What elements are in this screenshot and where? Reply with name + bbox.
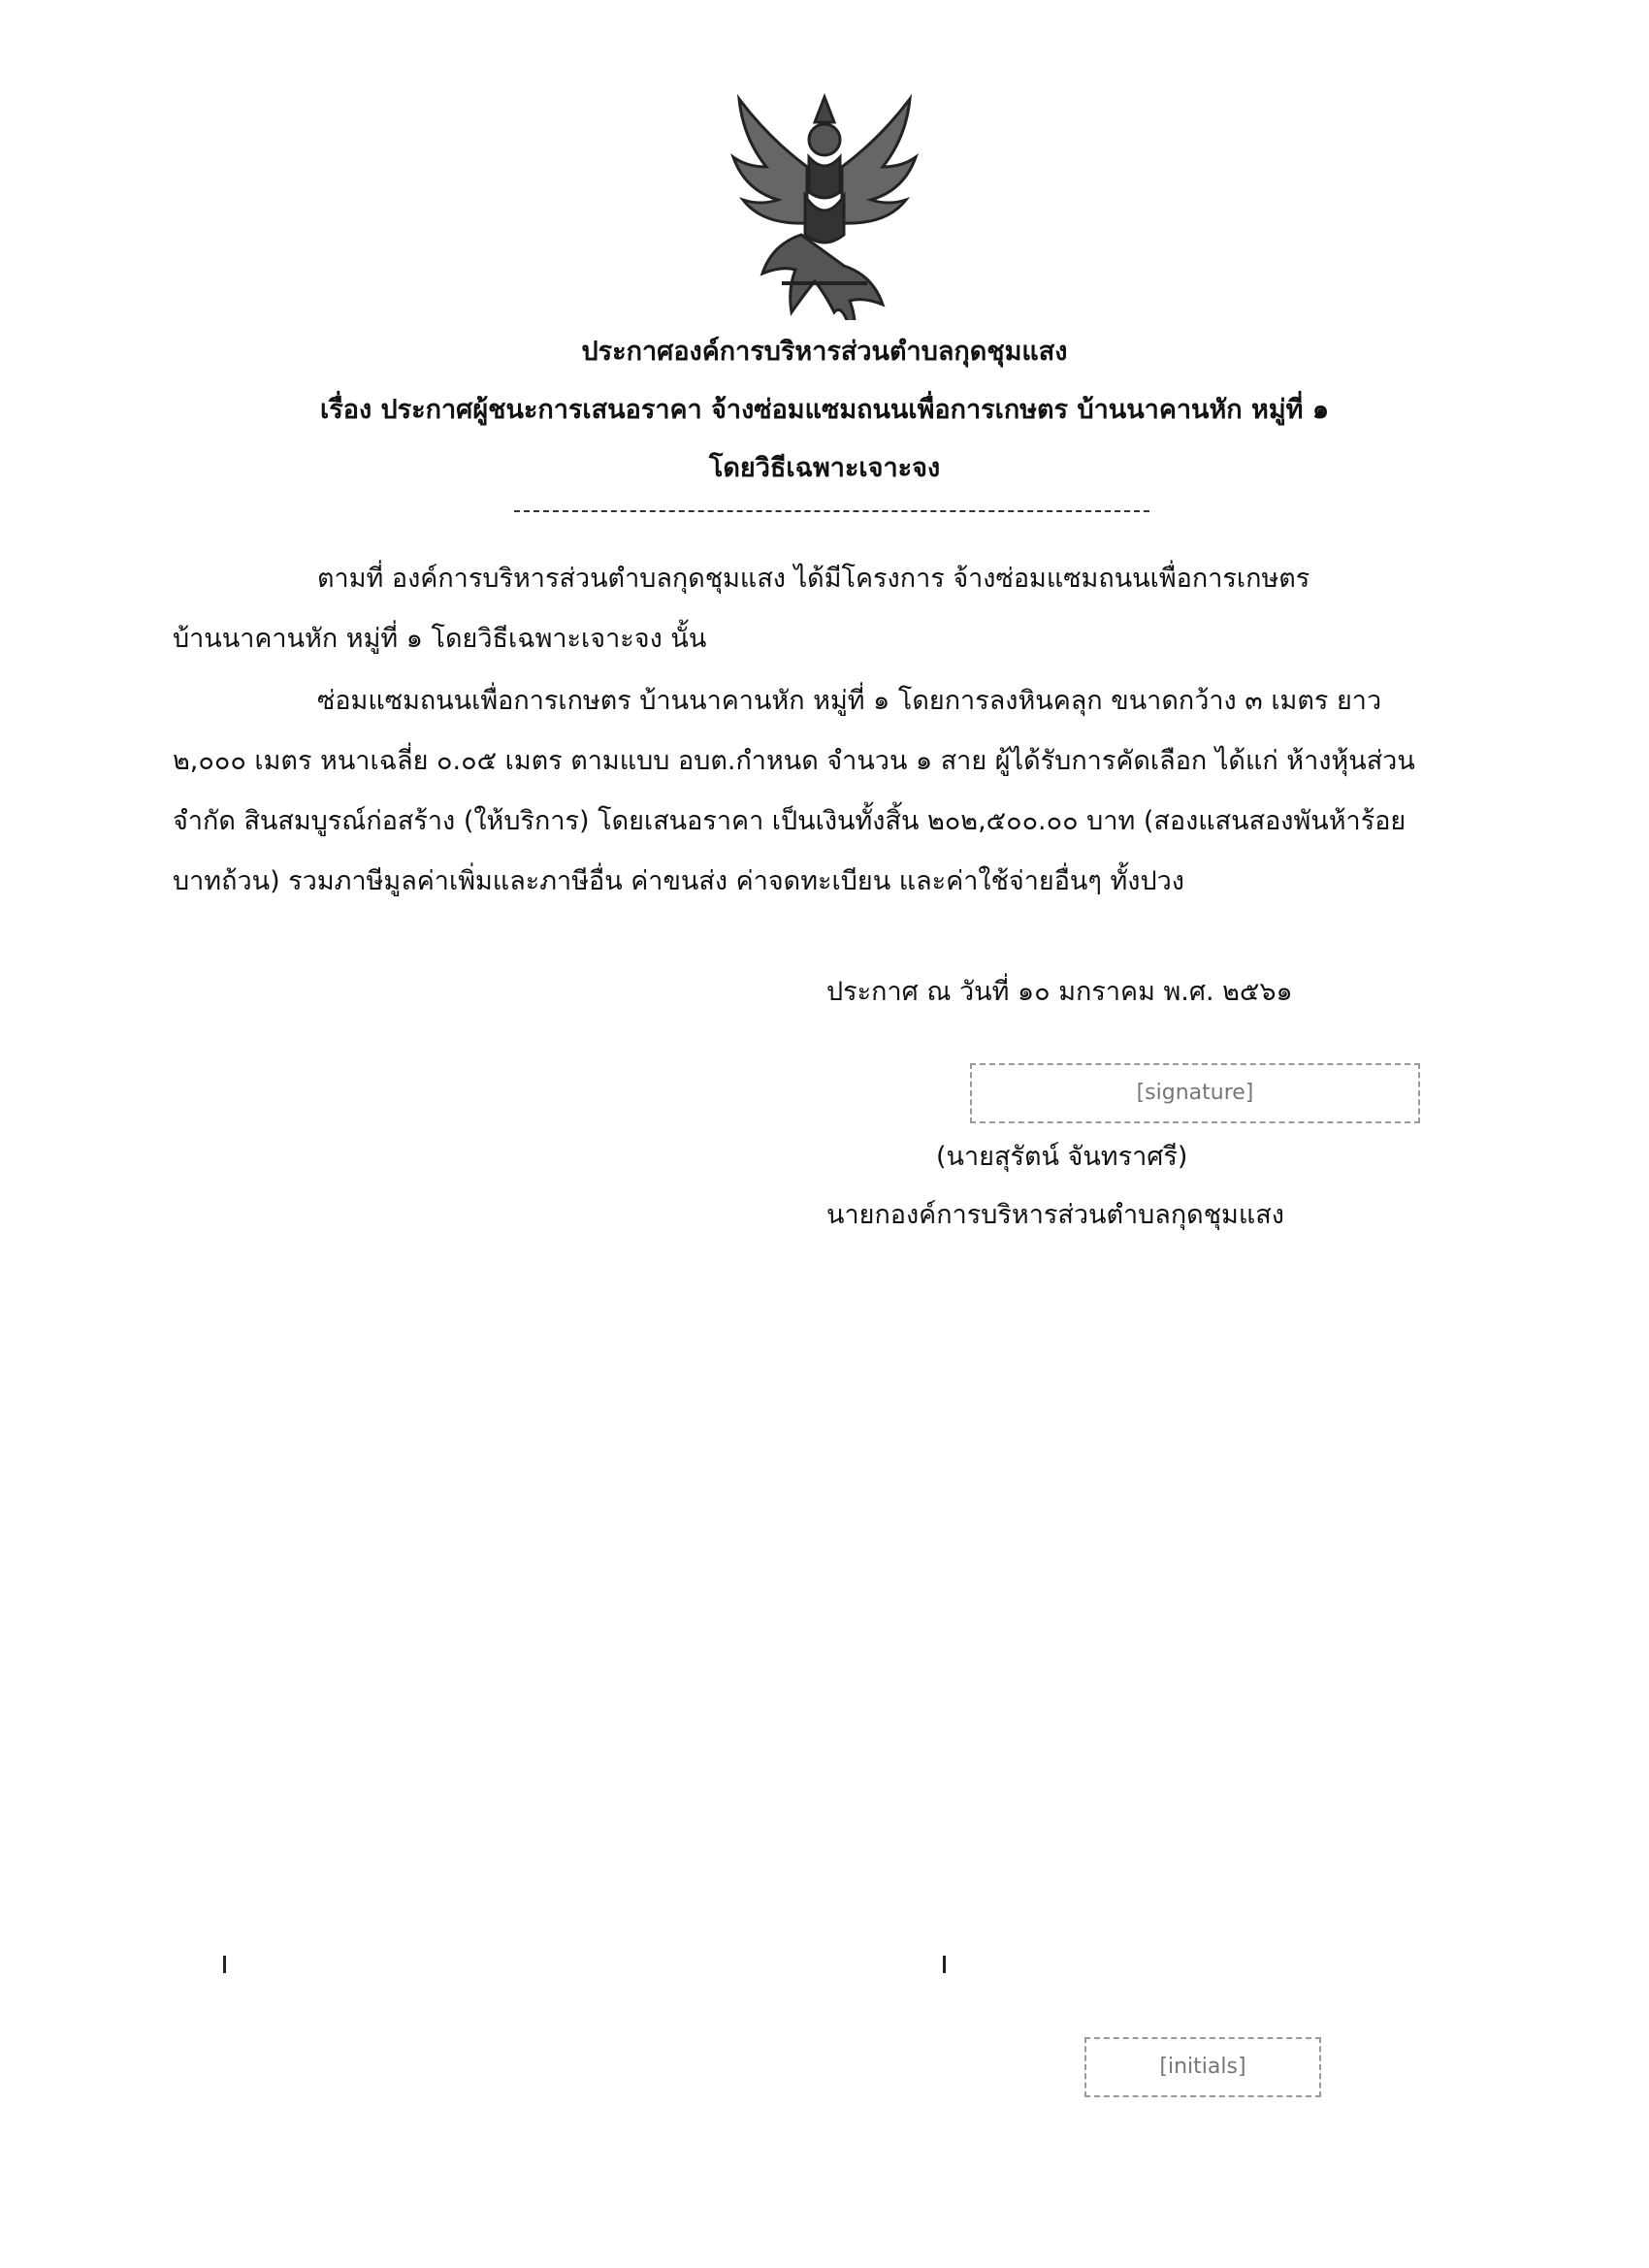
paragraph-2-line-1: ซ่อมแซมถนนเพื่อการเกษตร บ้านนาคานหัก หมู่ที่ ๑ โดยการลงหินคลุก ขนาดกว้าง ๓ เมตร ยาว <box>317 686 1382 716</box>
garuda-emblem-icon <box>724 89 925 320</box>
paragraph-1-line-1: ตามที่ องค์การบริหารส่วนตำบลกุดชุมแสง ได้มีโครงการ จ้างซ่อมแซมถนนเพื่อการเกษตร <box>317 564 1310 594</box>
signature-placeholder: [signature] <box>970 1063 1420 1123</box>
paragraph-2-line-2: ๒,๐๐๐ เมตร หนาเฉลี่ย ๐.๐๕ เมตร ตามแบบ อบต.กำหนด จำนวน ๑ สาย ผู้ได้รับการคัดเลือก ได้แก่ ห้างหุ้นส่วน <box>173 746 1415 776</box>
margin-tick-right <box>943 1956 946 1973</box>
initials-placeholder: [initials] <box>1084 2037 1321 2097</box>
announcement-heading: ประกาศองค์การบริหารส่วนตำบลกุดชุมแสง <box>581 337 1068 367</box>
signatory-title: นายกองค์การบริหารส่วนตำบลกุดชุมแสง <box>826 1200 1284 1230</box>
paragraph-2-line-4: บาทถ้วน) รวมภาษีมูลค่าเพิ่มและภาษีอื่น ค่าขนส่ง ค่าจดทะเบียน และค่าใช้จ่ายอื่นๆ ทั้งปวง <box>173 866 1184 896</box>
paragraph-2-line-3: จำกัด สินสมบูรณ์ก่อสร้าง (ให้บริการ) โดยเสนอราคา เป็นเงินทั้งสิ้น ๒๐๒,๕๐๐.๐๐ บาท (สองแสนสองพันห้าร้อย <box>173 806 1406 836</box>
method-line: โดยวิธีเฉพาะเจาะจง <box>708 453 941 483</box>
announce-date: ประกาศ ณ วันที่ ๑๐ มกราคม พ.ศ. ๒๕๖๑ <box>826 977 1293 1007</box>
dashed-divider <box>514 510 1149 512</box>
paragraph-1-line-2: บ้านนาคานหัก หมู่ที่ ๑ โดยวิธีเฉพาะเจาะจง นั้น <box>173 624 707 654</box>
signatory-name: (นายสุรัตน์ จันทราศรี) <box>936 1142 1188 1172</box>
subject-line: เรื่อง ประกาศผู้ชนะการเสนอราคา จ้างซ่อมแซมถนนเพื่อการเกษตร บ้านนาคานหัก หมู่ที่ ๑ <box>320 395 1329 425</box>
margin-tick-left <box>223 1956 226 1973</box>
